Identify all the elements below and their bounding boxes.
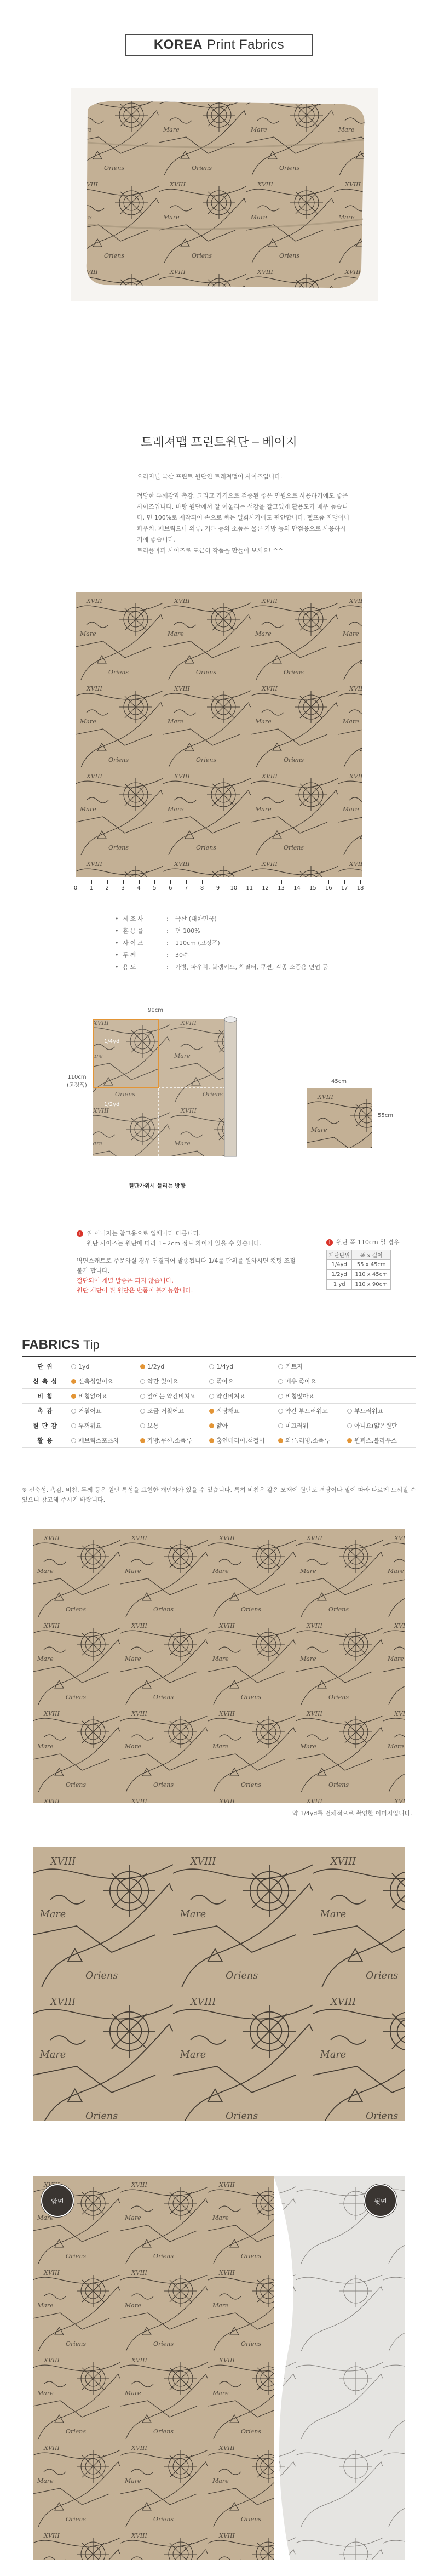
- tip-option-label: 약간 있어요: [147, 1378, 178, 1385]
- empty-dot-icon: [278, 1409, 283, 1414]
- tip-divider: [22, 1356, 416, 1357]
- tip-option-label: 조금 거칠어요: [147, 1407, 185, 1415]
- ruler-tick-label: 12: [262, 885, 269, 891]
- tip-option: [209, 1421, 278, 1430]
- tip-option: [209, 1436, 278, 1445]
- tip-option-label: 비침많아요: [285, 1393, 315, 1400]
- tip-label: 신축성: [33, 1378, 60, 1385]
- size-cell: 1/4yd: [327, 1260, 352, 1270]
- roll-height-label: 110cm (고정폭): [67, 1074, 87, 1088]
- empty-dot-icon: [71, 1438, 76, 1443]
- tip-option-label: 비침없어요: [78, 1393, 108, 1400]
- front-badge: 앞면: [41, 2184, 74, 2217]
- tip-option: [140, 1392, 209, 1400]
- tip-option-label: 패브릭스포츠차: [78, 1437, 119, 1444]
- checked-dot-icon: [140, 1438, 145, 1443]
- tip-label: 비침: [37, 1393, 56, 1400]
- tip-label: 단위: [37, 1363, 56, 1370]
- hero-fabric-photo: [71, 88, 378, 301]
- bullet-icon: •: [115, 939, 119, 947]
- product-desc-1: 오리지널 국산 프린트 원단인 트래져맵이 사이즈입니다.: [137, 473, 283, 480]
- ruler-tick-label: 9: [216, 885, 220, 891]
- empty-dot-icon: [140, 1409, 145, 1414]
- spec-value: 국산 (대한민국): [175, 915, 217, 922]
- spec-row: [115, 937, 345, 949]
- tip-label: 활용: [37, 1437, 56, 1444]
- tip-option: [71, 1436, 140, 1445]
- tip-option-label: 매우 좋아요: [285, 1378, 316, 1385]
- tip-option: [71, 1392, 140, 1400]
- spec-table: [115, 913, 345, 973]
- tip-label: 원단감: [33, 1422, 60, 1429]
- ruler-tick: [186, 880, 187, 884]
- direction-label: 원단가위시 틀리는 방향: [129, 1183, 186, 1189]
- size-table: [326, 1250, 391, 1290]
- size-row: [327, 1260, 391, 1270]
- tip-option: [347, 1421, 416, 1430]
- note-1: 위 이미지는 참고용으로 업체마다 다릅니다.: [87, 1230, 201, 1237]
- tip-title: FABRICS Tip: [22, 1337, 100, 1352]
- tip-row: [22, 1359, 416, 1374]
- tip-option: [71, 1406, 140, 1415]
- tip-option: [347, 1406, 416, 1415]
- tip-option-label: 아니요(얇은원단: [354, 1422, 397, 1429]
- empty-dot-icon: [209, 1394, 214, 1399]
- tip-option-label: 보통: [147, 1422, 159, 1429]
- ruler-tick-label: 11: [246, 885, 253, 891]
- tip-option: [209, 1363, 278, 1370]
- header-title: Print Fabrics: [206, 37, 285, 52]
- ruler-tick: [281, 880, 282, 884]
- tip-option-label: 1/2yd: [147, 1363, 165, 1370]
- tip-option: [209, 1406, 278, 1415]
- spec-row: [115, 913, 345, 925]
- ruler-tick-label: 17: [341, 885, 348, 891]
- tip-option-label: 약간비쳐요: [216, 1393, 246, 1400]
- empty-dot-icon: [278, 1364, 283, 1369]
- ruler-tick-label: 13: [278, 885, 285, 891]
- tip-option-label: 두꺼워요: [78, 1422, 102, 1429]
- spec-row: [115, 925, 345, 937]
- roll-width-label: 90cm: [148, 1007, 163, 1013]
- size-cell: 55 x 45cm: [352, 1260, 391, 1270]
- fabric-flat-photo: [76, 592, 362, 877]
- info-icon: !: [326, 1239, 333, 1246]
- size-row: [327, 1280, 391, 1290]
- page-header-box: [125, 34, 313, 56]
- size-table-title: ! 원단 폭 110cm 일 경우: [326, 1238, 400, 1247]
- tip-option: [278, 1406, 347, 1415]
- ruler-tick: [139, 880, 140, 884]
- ruler-tick-label: 14: [293, 885, 301, 891]
- tip-option: [140, 1377, 209, 1386]
- ruler-tick: [91, 880, 92, 884]
- tip-option-label: 미끄러워: [285, 1422, 309, 1429]
- tip-row: [22, 1389, 416, 1404]
- spec-value: 30수: [175, 951, 189, 959]
- spec-row: [115, 949, 345, 961]
- tip-option: [140, 1363, 209, 1370]
- empty-dot-icon: [209, 1379, 214, 1384]
- info-icon: !: [77, 1230, 83, 1237]
- spec-value: 가방, 파우치, 블랭키드, 책필터, 쿠션, 각종 소품용 면업 등: [175, 964, 328, 971]
- header-brand: KOREA: [153, 37, 203, 52]
- ruler-tick-label: 16: [325, 885, 332, 891]
- tip-option: [209, 1377, 278, 1386]
- spec-key: 제조사: [123, 915, 145, 922]
- ruler-tick-label: 5: [153, 885, 157, 891]
- tip-option: [278, 1392, 347, 1400]
- empty-dot-icon: [71, 1423, 76, 1428]
- empty-dot-icon: [278, 1379, 283, 1384]
- empty-dot-icon: [71, 1364, 76, 1369]
- fabric-tip-table: [22, 1359, 416, 1448]
- ruler-tick-label: 8: [200, 885, 204, 891]
- ruler-tick-label: 6: [169, 885, 172, 891]
- ruler-tick-label: 4: [137, 885, 141, 891]
- spec-row: [115, 961, 345, 973]
- measurement-ruler: [73, 880, 364, 893]
- note-3: 벽면스캐트로 주문하실 경우 연결되어 발송됩니다 1/4롤 단위를 원하시면 컷팅 조절 불가 합니다.: [77, 1257, 296, 1274]
- tip-option-label: 신축성없어요: [78, 1378, 113, 1385]
- empty-dot-icon: [140, 1423, 145, 1428]
- ruler-tick-label: 7: [185, 885, 188, 891]
- empty-dot-icon: [140, 1394, 145, 1399]
- empty-dot-icon: [209, 1364, 214, 1369]
- size-table-header: 폭 x 길이: [352, 1250, 391, 1260]
- tip-option-label: 원피스,블라우스: [354, 1437, 397, 1444]
- ruler-tick-label: 0: [73, 885, 78, 891]
- ruler-tick-label: 18: [356, 885, 364, 891]
- bullet-icon: •: [115, 927, 119, 934]
- size-row: [327, 1270, 391, 1280]
- bullet-icon: •: [115, 963, 119, 971]
- checked-dot-icon: [209, 1438, 214, 1443]
- checked-dot-icon: [347, 1438, 352, 1443]
- spec-colon: :: [166, 951, 169, 959]
- ruler-tick-label: 10: [230, 885, 238, 891]
- sample-height-label: 55cm: [378, 1113, 393, 1119]
- bullet-icon: •: [115, 951, 119, 959]
- empty-dot-icon: [347, 1423, 352, 1428]
- ruler-tick-label: 1: [89, 885, 94, 891]
- product-desc-3: 트리플마퍼 사이즈로 포근히 작품을 만들어 보세요! ^^: [137, 547, 283, 554]
- spec-key: 혼용률: [123, 927, 145, 934]
- tip-row: [22, 1433, 416, 1448]
- ruler-tick: [107, 880, 108, 884]
- tip-option-label: 가방,쿠션,소품류: [147, 1437, 192, 1444]
- sample-swatch-photo: [307, 1088, 372, 1148]
- spec-key: 두께: [123, 951, 138, 959]
- bullet-icon: •: [115, 915, 119, 922]
- checked-dot-icon: [71, 1379, 76, 1384]
- checked-dot-icon: [71, 1394, 76, 1399]
- empty-dot-icon: [278, 1423, 283, 1428]
- note-5: 원단 재단이 된 원단은 반품이 불가능합니다.: [77, 1287, 193, 1294]
- tip-option-label: 홈인테리어,책걸이: [216, 1437, 265, 1444]
- checked-dot-icon: [140, 1364, 145, 1369]
- spec-colon: :: [166, 939, 169, 947]
- checked-dot-icon: [278, 1438, 283, 1443]
- tip-option: [71, 1377, 140, 1386]
- tip-row: [22, 1374, 416, 1389]
- product-desc-2: 적당한 두께감과 촉감, 그리고 가격으로 검증된 좋은 면원으로 사용하기에도 좋은 사이즈입니다. 바탕 원단에서 잘 어울리는 색감을 잘고있게 활용도가 매우 높습니다. 면 100%로 제작되어 손으로 빠는 일회사가에도 편안합니다. 헬프좀 지맹이나 파우치, 패브릭으나 의류, 커튼 등의 소품은 물론 가방 등의 만점용으로 사용하시기에 좋습니다.: [137, 492, 350, 543]
- ruler-tick: [154, 880, 155, 884]
- spec-value: 면 100%: [175, 927, 200, 934]
- empty-dot-icon: [347, 1409, 352, 1414]
- tip-option: [278, 1362, 347, 1371]
- tip-option-label: 좋아요: [216, 1378, 234, 1385]
- quarter-caption: 약 1/4yd를 전체적으로 촬영한 이미지입니다.: [292, 1810, 412, 1817]
- back-badge: 뒷면: [364, 2184, 397, 2217]
- empty-dot-icon: [140, 1379, 145, 1384]
- ruler-tick-label: 15: [309, 885, 316, 891]
- tip-option: [140, 1436, 209, 1445]
- size-cell: 110 x 45cm: [352, 1270, 391, 1280]
- tip-option-label: 1yd: [78, 1363, 90, 1370]
- tip-option-label: 약간 부드러워요: [285, 1407, 328, 1415]
- note-4: 절단되어 개별 발송은 되지 않습니다.: [77, 1277, 174, 1284]
- sample-width-label: 45cm: [331, 1079, 347, 1085]
- spec-colon: :: [166, 963, 169, 971]
- ruler-tick: [202, 880, 203, 884]
- tip-row: [22, 1418, 416, 1433]
- empty-dot-icon: [71, 1409, 76, 1414]
- tip-label: 촉감: [37, 1407, 56, 1415]
- roll-diagram: [82, 1014, 246, 1162]
- fabric-closeup-photo-2: [33, 1847, 405, 2121]
- tip-option: [71, 1421, 140, 1430]
- fabric-front-back-photo: [33, 2176, 405, 2560]
- roll-half-label: 1/4yd: [104, 1039, 120, 1045]
- ruler-tick-label: 3: [121, 885, 125, 891]
- tip-option: [71, 1363, 140, 1370]
- tip-option: [278, 1436, 347, 1445]
- tip-option: [347, 1436, 416, 1445]
- checked-dot-icon: [209, 1409, 214, 1414]
- ruler-tick: [123, 880, 124, 884]
- tip-option-label: 적당해요: [216, 1407, 240, 1415]
- tip-note: ※ 신축성, 촉감, 비침, 두께 등은 원단 특성을 표현한 개인차가 있을 수 있습니다. 특히 비침은 같은 모재에 원단도 격당이나 밑에 따라 다르게 느껴질 수 있으니 참고해 주시기 바랍니다.: [22, 1486, 416, 1503]
- ruler-tick: [170, 880, 171, 884]
- tip-option-label: 1/4yd: [216, 1363, 234, 1370]
- tip-row: [22, 1404, 416, 1418]
- fabric-closeup-photo-1: [33, 1529, 405, 1803]
- tip-option-label: 커트지: [285, 1363, 303, 1370]
- tip-option-label: 부드러워요: [354, 1407, 384, 1415]
- tip-option: [278, 1421, 347, 1430]
- tip-option: [140, 1421, 209, 1430]
- note-2: 원단 사이즈는 원단에 따라 1~2cm 정도 차이가 있을 수 있습니다.: [87, 1240, 262, 1247]
- size-table-header: 재단단위: [327, 1250, 352, 1260]
- roll-unit-label: 1/2yd: [104, 1102, 120, 1108]
- tip-option: [140, 1406, 209, 1415]
- notes-block: [77, 1229, 296, 1296]
- empty-dot-icon: [278, 1394, 283, 1399]
- size-cell: 1 yd: [327, 1280, 352, 1290]
- tip-option: [209, 1392, 278, 1400]
- ruler-tick-label: 2: [105, 885, 109, 891]
- ruler-tick: [344, 880, 345, 884]
- tip-option: [278, 1377, 347, 1386]
- spec-colon: :: [166, 915, 169, 922]
- spec-colon: :: [166, 927, 169, 934]
- tip-option-label: 거칠어요: [78, 1407, 102, 1415]
- spec-value: 110cm (고정폭): [175, 939, 220, 947]
- ruler-tick: [328, 880, 329, 884]
- size-cell: 110 x 90cm: [352, 1280, 391, 1290]
- tip-option-label: 앞에는 약간비쳐요: [147, 1393, 196, 1400]
- size-cell: 1/2yd: [327, 1270, 352, 1280]
- checked-dot-icon: [209, 1423, 214, 1428]
- tip-option-label: 얇아: [216, 1422, 228, 1429]
- spec-key: 사이즈: [123, 939, 145, 947]
- ruler-tick: [360, 880, 361, 884]
- tip-option-label: 의류,리빙,소품류: [285, 1437, 330, 1444]
- product-title: 트래져맵 프린트원단 – 베이지: [141, 435, 297, 449]
- spec-key: 용도: [123, 964, 138, 971]
